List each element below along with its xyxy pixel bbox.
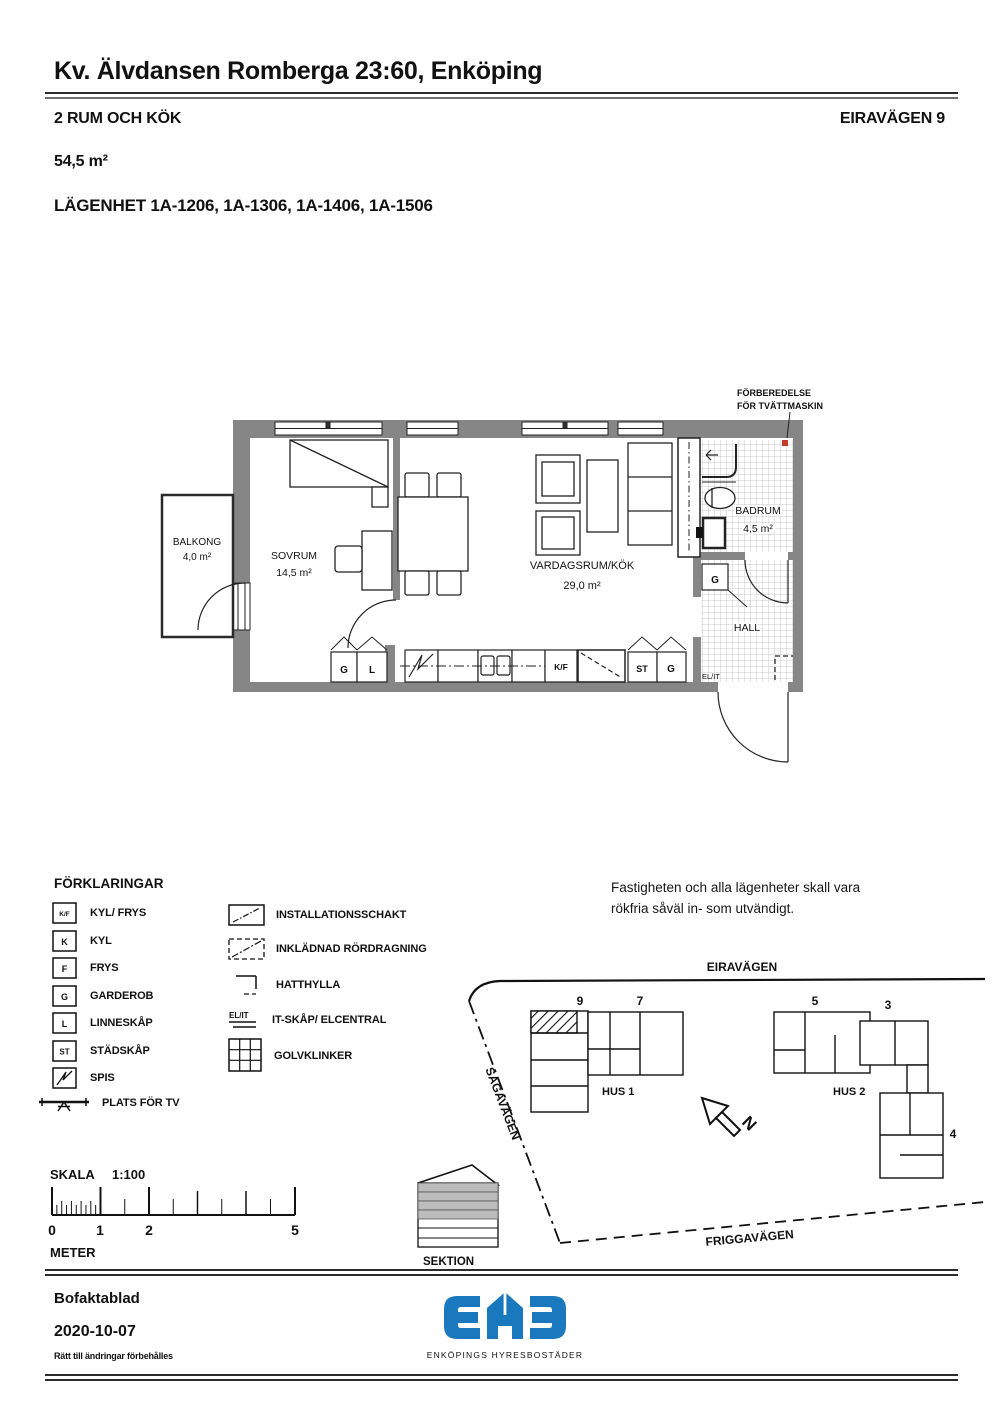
- closet-g-hall: G: [711, 575, 719, 586]
- eiravagen-line: [469, 979, 985, 1001]
- hus2-number-3: 3: [884, 998, 892, 1012]
- footer-rule-bottom: [45, 1374, 958, 1381]
- scale-ticks: [52, 1187, 295, 1215]
- floor-tiles-icon: [228, 1038, 264, 1074]
- closet-g-sovrum: G: [340, 665, 348, 676]
- smoke-free-note-line1: Fastigheten och alla lägenheter skall vara: [611, 880, 861, 895]
- hus1-label: HUS 1: [602, 1086, 635, 1098]
- ehb-logo: [425, 1282, 585, 1374]
- footer-doc-type: Bofaktablad: [54, 1290, 140, 1307]
- legend-item-hatthylla: HATTHYLLA: [232, 972, 340, 998]
- hus2-number-5: 5: [811, 994, 819, 1008]
- sektion-floors: [418, 1183, 498, 1219]
- laundry-prep-marker: [782, 440, 788, 446]
- footer-date: 2020-10-07: [54, 1323, 136, 1340]
- fridge-freezer-icon: [52, 902, 78, 924]
- legend-item-tv: PLATS FÖR TV: [38, 1092, 179, 1114]
- scale-label: SKALA: [50, 1167, 95, 1182]
- sektion-label: SEKTION: [423, 1256, 475, 1268]
- legend-item-golvklinker: GOLVKLINKER: [228, 1038, 352, 1074]
- badrum-area: 4,5 m²: [743, 523, 773, 535]
- fridge-freezer-label: K/F: [554, 662, 568, 672]
- scale-tick-1: 1: [96, 1222, 104, 1238]
- legend-item-stadskap: ST STÄDSKÅP: [52, 1040, 150, 1062]
- elit-label: EL/IT: [702, 672, 720, 681]
- legend-item-installationsschakt: INSTALLATIONSSCHAKT: [228, 903, 406, 927]
- sovrum-door-arc: [348, 600, 396, 648]
- apartments-label: LÄGENHET 1A-1206, 1A-1306, 1A-1406, 1A-1506: [54, 196, 433, 215]
- cleaning-closet-icon: [52, 1040, 78, 1062]
- svg-text:EL/IT: EL/IT: [229, 1011, 249, 1020]
- legend-item-spis: SPIS: [52, 1067, 115, 1089]
- balcony: [162, 495, 233, 637]
- legend-item-linneskap: L LINNESKÅP: [52, 1012, 153, 1034]
- area-label: 54,5 m²: [54, 153, 108, 170]
- page-title: Kv. Älvdansen Romberga 23:60, Enköping: [54, 57, 543, 85]
- freezer-icon: [52, 957, 78, 979]
- tv-spot-icon: [38, 1092, 90, 1114]
- kitchen-row: [331, 637, 686, 682]
- balkong-area: 4,0 m²: [182, 552, 212, 563]
- legend-item-inkladnad: INKLÄDNAD RÖRDRAGNING: [228, 937, 427, 961]
- smoke-free-note: [611, 878, 860, 919]
- scale-ratio: 1:100: [112, 1167, 146, 1182]
- north-label: N: [738, 1112, 761, 1135]
- sovrum-name: SOVRUM: [270, 550, 318, 562]
- wardrobe-icon: [52, 985, 78, 1007]
- sektion-drawing: [405, 1155, 515, 1275]
- vardagsrum-name: VARDAGSRUM/KÖK: [529, 560, 635, 572]
- legend-item-frys: F FRYS: [52, 957, 119, 979]
- footer-disclaimer: Rätt till ändringar förbehålles: [54, 1351, 173, 1361]
- pipe-cladding-icon: [228, 937, 266, 961]
- svg-text:K/F: K/F: [59, 911, 70, 918]
- badrum-name: BADRUM: [735, 505, 781, 517]
- legend-item-kylfrys: K/F KYL/ FRYS: [52, 902, 146, 924]
- shaft-column: [678, 438, 700, 557]
- hus1-number-7: 7: [636, 994, 644, 1008]
- closet-l-sovrum: L: [368, 665, 376, 676]
- hall-name: HALL: [733, 622, 761, 634]
- address-label: EIRAVÄGEN 9: [839, 110, 945, 127]
- linen-closet-icon: [52, 1012, 78, 1034]
- site-plan: [455, 955, 990, 1270]
- floorplan: [150, 378, 830, 768]
- stove-icon: [52, 1067, 78, 1089]
- svg-text:G: G: [60, 991, 69, 1002]
- legend-item-garderob: G GARDEROB: [52, 985, 153, 1007]
- installation-shaft-icon: [228, 903, 266, 927]
- scale-bar: [40, 1165, 320, 1265]
- svg-text:K: K: [61, 936, 68, 947]
- cleaning-closet-label: ST: [636, 664, 648, 674]
- legend-item-kyl: K KYL: [52, 930, 112, 952]
- prep-note-line1: FÖRBEREDELSE: [737, 388, 812, 398]
- entry-door-opening: [718, 682, 788, 692]
- street-sagavagen: SAGAVÄGEN: [482, 1065, 523, 1142]
- svg-text:L: L: [61, 1019, 68, 1029]
- svg-text:F: F: [61, 964, 68, 974]
- hus2-label: HUS 2: [833, 1086, 866, 1098]
- legend-title: FÖRKLARINGAR: [54, 876, 164, 891]
- rooms-label: 2 RUM OCH KÖK: [54, 110, 182, 127]
- prep-note-line2: FÖR TVÄTTMASKIN: [737, 401, 823, 411]
- ehb-logo-slit: [504, 1291, 507, 1315]
- balcony-door: [233, 583, 250, 630]
- hus2-number-4: 4: [949, 1127, 957, 1141]
- it-cabinet-icon: [228, 1008, 262, 1032]
- sovrum-area: 14,5 m²: [276, 567, 312, 579]
- badrum-door-opening: [745, 552, 788, 560]
- legend-item-itskap: EL/IT IT-SKÅP/ ELCENTRAL: [228, 1008, 386, 1032]
- header-rule: [45, 92, 958, 99]
- hat-shelf-icon: [232, 972, 262, 998]
- street-eiravagen: EIRAVÄGEN: [706, 960, 778, 974]
- closet-g-kitchen: G: [667, 664, 675, 675]
- street-friggavagen: FRIGGAVÄGEN: [704, 1227, 795, 1249]
- livingroom-furniture: [398, 443, 672, 595]
- footer-rule-top: [45, 1269, 958, 1276]
- fridge-icon: [52, 930, 78, 952]
- scale-unit: METER: [50, 1245, 96, 1260]
- scale-tick-0: 0: [48, 1222, 56, 1238]
- vardagsrum-area: 29,0 m²: [563, 580, 601, 592]
- north-arrow: [702, 1098, 760, 1136]
- hus1-number-9: 9: [576, 994, 584, 1008]
- svg-text:ST: ST: [59, 1047, 70, 1056]
- balkong-name: BALKONG: [172, 537, 222, 548]
- smoke-free-note-line2: rökfria såväl in- som utvändigt.: [611, 900, 795, 916]
- sektion-roof: [418, 1165, 498, 1185]
- scale-tick-5: 5: [291, 1222, 299, 1238]
- scale-tick-2: 2: [145, 1222, 153, 1238]
- ehb-org-name: ENKÖPINGS HYRESBOSTÄDER: [426, 1350, 584, 1360]
